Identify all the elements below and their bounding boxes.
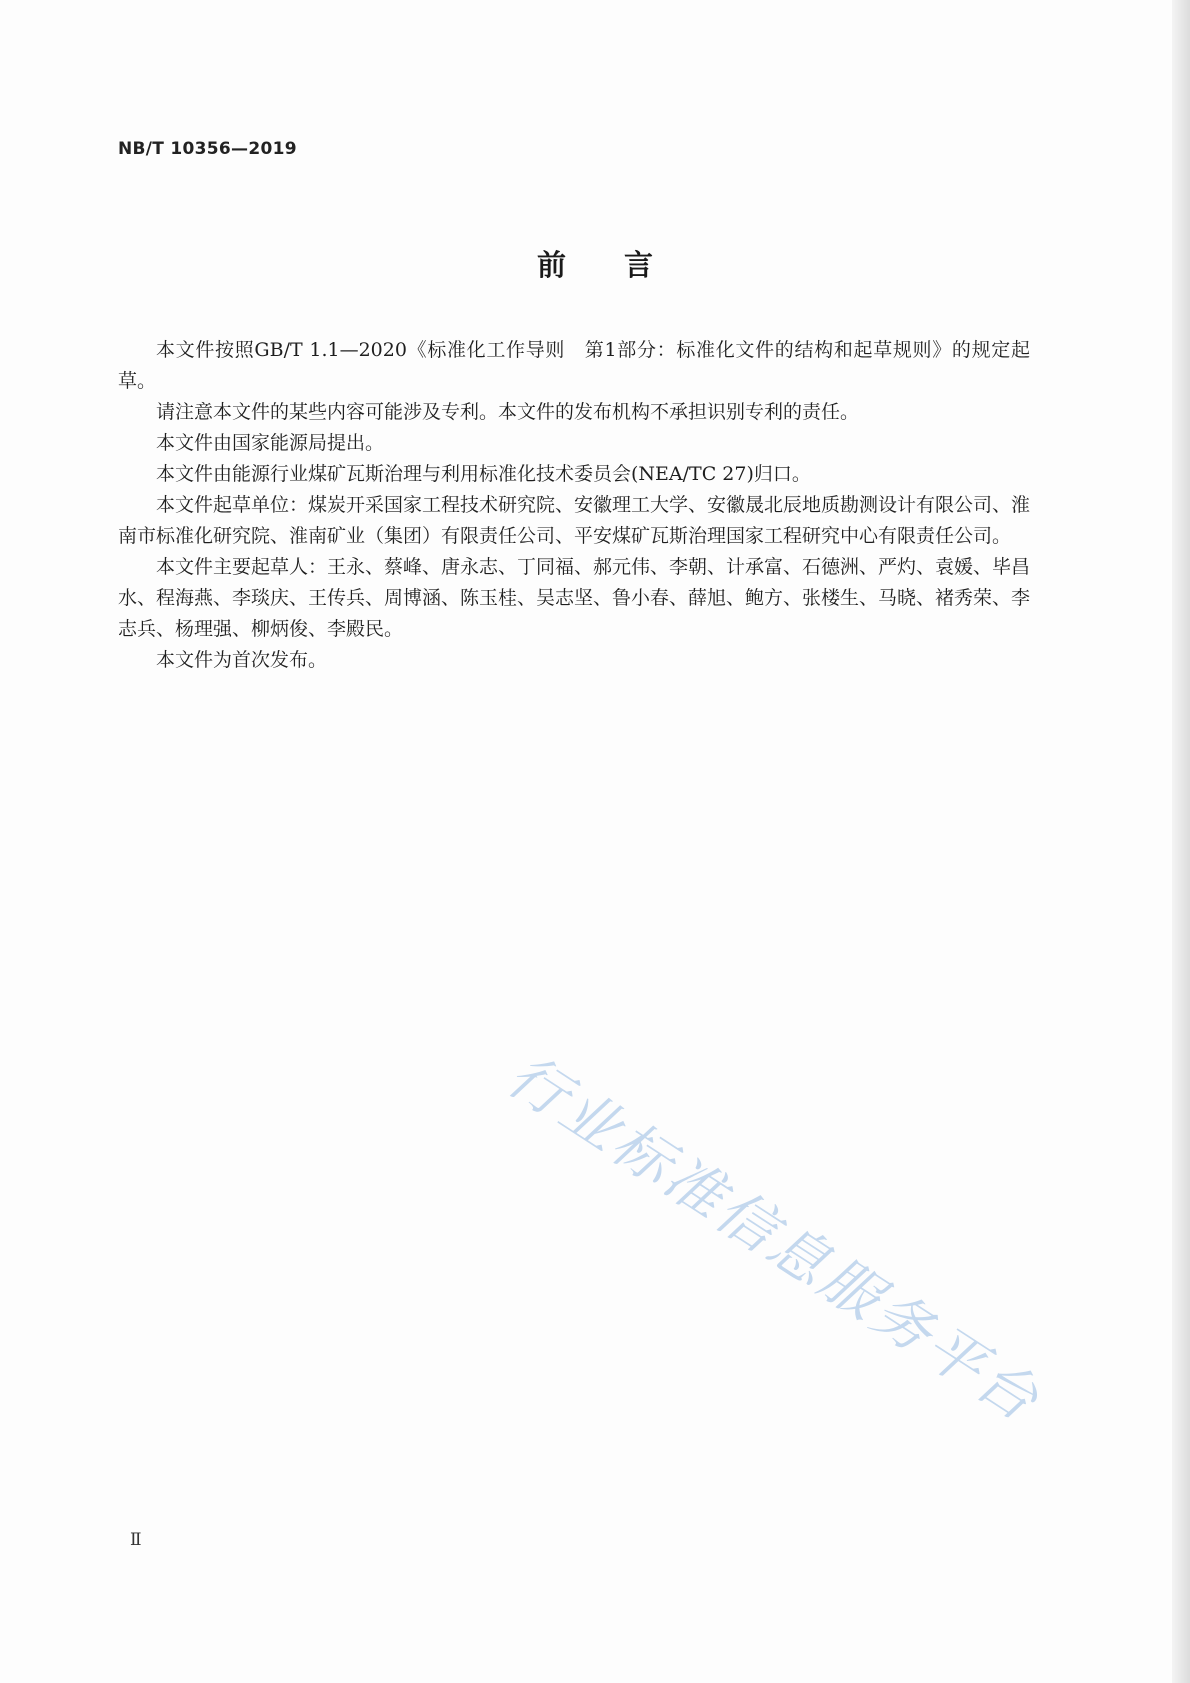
watermark: 行业标准信息服务平台	[495, 1040, 1053, 1436]
paragraph-patent-notice: 请注意本文件的某些内容可能涉及专利。本文件的发布机构不承担识别专利的责任。	[156, 401, 860, 423]
paragraph-proposed-by: 本文件由国家能源局提出。	[156, 432, 385, 454]
page-number: Ⅱ	[130, 1530, 142, 1550]
document-code: NB/T 10356—2019	[118, 139, 297, 159]
foreword-body	[118, 335, 1030, 676]
paragraph-technical-committee: 本文件由能源行业煤矿瓦斯治理与利用标准化技术委员会(NEA/TC 27)归口。	[156, 463, 811, 485]
paragraph-drafters: 本文件主要起草人：王永、蔡峰、唐永志、丁同福、郝元伟、李朝、计承富、石德洲、严灼、袁媛、毕昌水、程海燕、李琰庆、王传兵、周博涵、陈玉桂、吴志坚、鲁小春、薛旭、鲍方、张楼生、马晓、褚秀荣、李志兵、杨理强、柳炳俊、李殿民。	[118, 556, 1031, 640]
paragraph-drafting-units: 本文件起草单位：煤炭开采国家工程技术研究院、安徽理工大学、安徽晟北辰地质勘测设计有限公司、淮南市标准化研究院、淮南矿业（集团）有限责任公司、平安煤矿瓦斯治理国家工程研究中心有限责任公司。	[118, 494, 1031, 547]
paragraph-drafting-rules: 本文件按照GB/T 1.1—2020《标准化工作导则 第1部分：标准化文件的结构和起草规则》的规定起草。	[118, 339, 1030, 392]
section-title: 前言	[536, 248, 711, 282]
paragraph-first-release: 本文件为首次发布。	[156, 649, 328, 671]
